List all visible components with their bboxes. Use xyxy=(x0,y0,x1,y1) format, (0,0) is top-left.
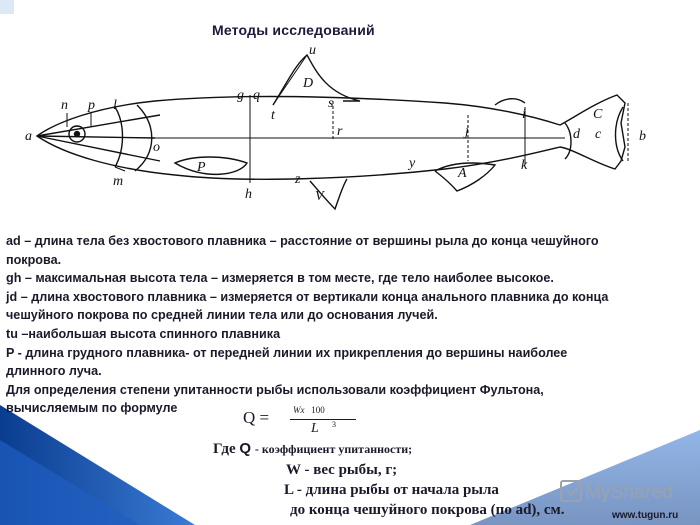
slide-title: Методы исследований xyxy=(212,22,375,38)
definition-tu: tu –наибольшая высота спинного плавника xyxy=(6,326,281,341)
definitions-text xyxy=(6,232,686,399)
label-y: y xyxy=(409,156,416,171)
label-a: a xyxy=(25,129,32,144)
site-url: www.tugun.ru xyxy=(612,510,679,521)
label-s: s xyxy=(328,96,334,111)
formula-lhs: Q = xyxy=(243,408,270,427)
label-l: l xyxy=(113,98,117,113)
formula-denominator: L xyxy=(311,421,319,436)
label-D: D xyxy=(303,76,314,91)
definition-ad: ad – длина тела без хвостового плавника – расстояние от вершины рыла до конца чешуйного xyxy=(6,234,599,248)
top-left-corner xyxy=(0,0,14,14)
label-p: p xyxy=(88,98,95,113)
legend-l: L - длина рыбы от начала рыла xyxy=(284,482,499,498)
label-z: z xyxy=(295,172,301,187)
label-m: m xyxy=(113,174,124,189)
fulton-intro: Для определения степени упитанности рыбы использовали коэффициент Фультона, xyxy=(6,382,544,397)
label-h: h xyxy=(245,187,252,202)
label-u: u xyxy=(309,43,316,58)
formula-exponent: 3 xyxy=(332,420,336,429)
label-t: t xyxy=(271,108,275,123)
watermark-logo xyxy=(560,480,673,504)
legend-where: Где xyxy=(213,441,236,457)
numerator-k: 100 xyxy=(311,405,325,415)
label-V: V xyxy=(315,189,324,204)
legend-q-symbol: Q xyxy=(239,440,252,457)
legend-q xyxy=(213,440,412,458)
definition-jd: jd – длина хвостового плавника – измеряется от вертикали конца анального плавника до конца xyxy=(6,289,609,304)
label-b: b xyxy=(639,129,646,144)
label-d: d xyxy=(573,127,580,142)
label-k: k xyxy=(521,158,528,173)
label-o: o xyxy=(153,140,160,155)
label-A: A xyxy=(458,166,467,181)
definition-jd-cont: чешуйного покрова по средней линии тела или до основания лучей. xyxy=(6,308,438,323)
label-P: P xyxy=(197,160,206,175)
label-q: q xyxy=(253,88,260,103)
label-n: n xyxy=(61,98,68,113)
pupil xyxy=(75,132,80,137)
definition-p-cont: длинного луча. xyxy=(6,364,102,379)
fish-diagram xyxy=(25,43,657,223)
formula-numerator xyxy=(293,405,325,415)
formula-intro: вычисляемым по формуле xyxy=(6,401,178,415)
watermark-brand: MyShared xyxy=(585,482,674,503)
definition-p: P - длина грудного плавника- от передней линии их прикрепления до вершины наиболее xyxy=(6,345,568,360)
label-C: C xyxy=(593,107,603,122)
legend-l-cont: до конца чешуйного покрова (по ad), см. xyxy=(290,502,565,518)
label-r: r xyxy=(337,124,343,139)
definition-ad-cont: покрова. xyxy=(6,252,62,267)
myshared-icon xyxy=(560,480,582,502)
legend-q-text: - коэффициент упитанности; xyxy=(254,442,413,456)
label-i: i xyxy=(522,107,526,122)
numerator-w: Wx xyxy=(293,405,305,415)
label-c: c xyxy=(595,127,602,142)
fraction-bar xyxy=(290,419,356,420)
legend-w: W - вес рыбы, г; xyxy=(286,462,398,478)
label-j: j xyxy=(465,124,469,139)
definition-gh: gh – максимальная высота тела – измеряется в том месте, где тело наиболее высокое. xyxy=(6,271,554,286)
label-g: g xyxy=(237,88,244,103)
